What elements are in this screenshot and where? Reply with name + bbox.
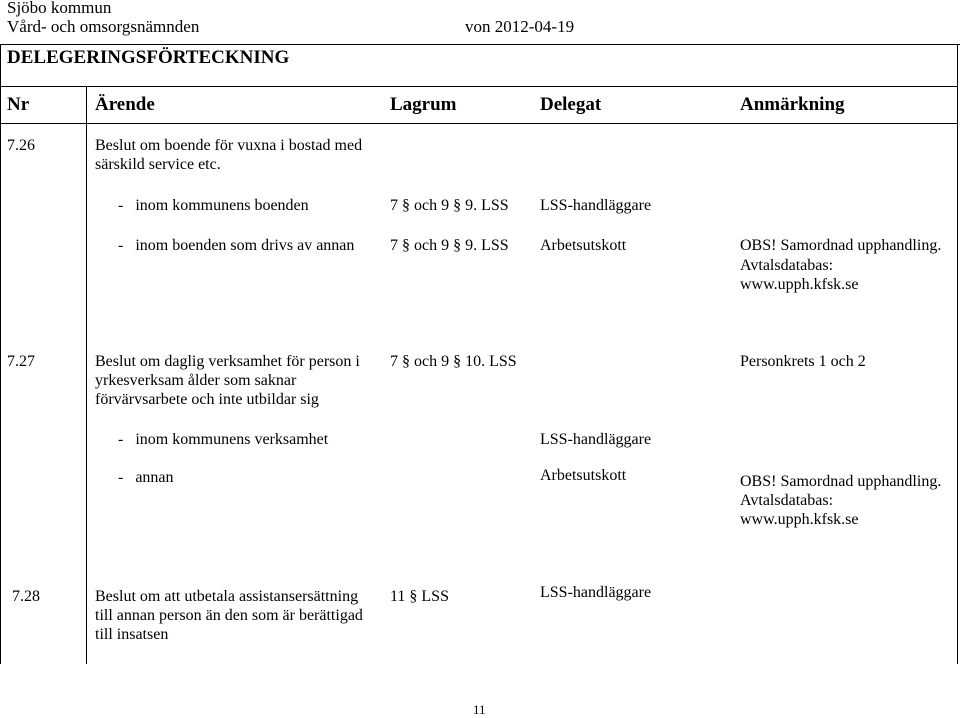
column-header-delegat: Delegat [540,94,602,115]
arende-line: Beslut om att utbetala assistansersättning [95,588,359,605]
org-name: Sjöbo kommun [7,0,112,17]
row-number: 7.27 [7,353,35,370]
column-header-nr: Nr [7,94,30,115]
anmarkning-line: OBS! Samordnad upphandling. [740,473,942,490]
delegat-cell: LSS-handläggare [540,431,652,448]
table-top-border [0,44,960,45]
document-title: DELEGERINGSFÖRTECKNING [7,47,290,68]
anmarkning-line: Avtalsdatabas: [740,257,834,274]
document-date: von 2012-04-19 [465,17,575,36]
arende-line: förvärvsarbete och inte utbildar sig [95,391,319,408]
anmarkning-link[interactable]: www.upph.kfsk.se [740,511,859,528]
arende-subitem: - inom kommunens boenden [118,197,309,214]
lagrum-cell: 7 § och 9 § 10. LSS [390,353,517,370]
lagrum-cell: 7 § och 9 § 9. LSS [390,197,509,214]
arende-subitem: - inom boenden som drivs av annan [118,237,355,254]
anmarkning-cell: Personkrets 1 och 2 [740,353,866,370]
column-header-lagrum: Lagrum [390,94,457,115]
arende-line: Beslut om boende för vuxna i bostad med [95,137,363,154]
page-number: 11 [473,702,486,717]
column-header-arende: Ärende [95,94,155,115]
arende-line: till insatsen [95,626,169,643]
lagrum-cell: 11 § LSS [390,588,449,605]
row-number: 7.26 [7,137,35,154]
delegat-cell: Arbetsutskott [540,237,627,254]
arende-line: Beslut om daglig verksamhet för person i [95,353,360,370]
arende-subitem: - annan [118,469,174,486]
arende-line: yrkesverksam ålder som saknar [95,372,297,389]
arende-subitem: - inom kommunens verksamhet [118,431,329,448]
delegat-cell: LSS-handläggare [540,584,652,601]
column-header-divider [0,123,958,124]
board-name: Vård- och omsorgsnämnden [7,17,200,36]
title-divider [0,86,958,87]
anmarkning-line: Avtalsdatabas: [740,492,834,509]
anmarkning-line: OBS! Samordnad upphandling. [740,237,942,254]
column-divider-nr [86,86,87,664]
delegat-cell: LSS-handläggare [540,197,652,214]
anmarkning-link[interactable]: www.upph.kfsk.se [740,276,859,293]
row-number: 7.28 [12,588,40,605]
arende-line: särskild service etc. [95,156,221,173]
delegat-cell: Arbetsutskott [540,467,627,484]
column-header-anmarkning: Anmärkning [740,94,845,115]
arende-line: till annan person än den som är berättigad [95,607,363,624]
table-left-border [0,44,1,664]
lagrum-cell: 7 § och 9 § 9. LSS [390,237,509,254]
table-right-border [957,44,958,664]
